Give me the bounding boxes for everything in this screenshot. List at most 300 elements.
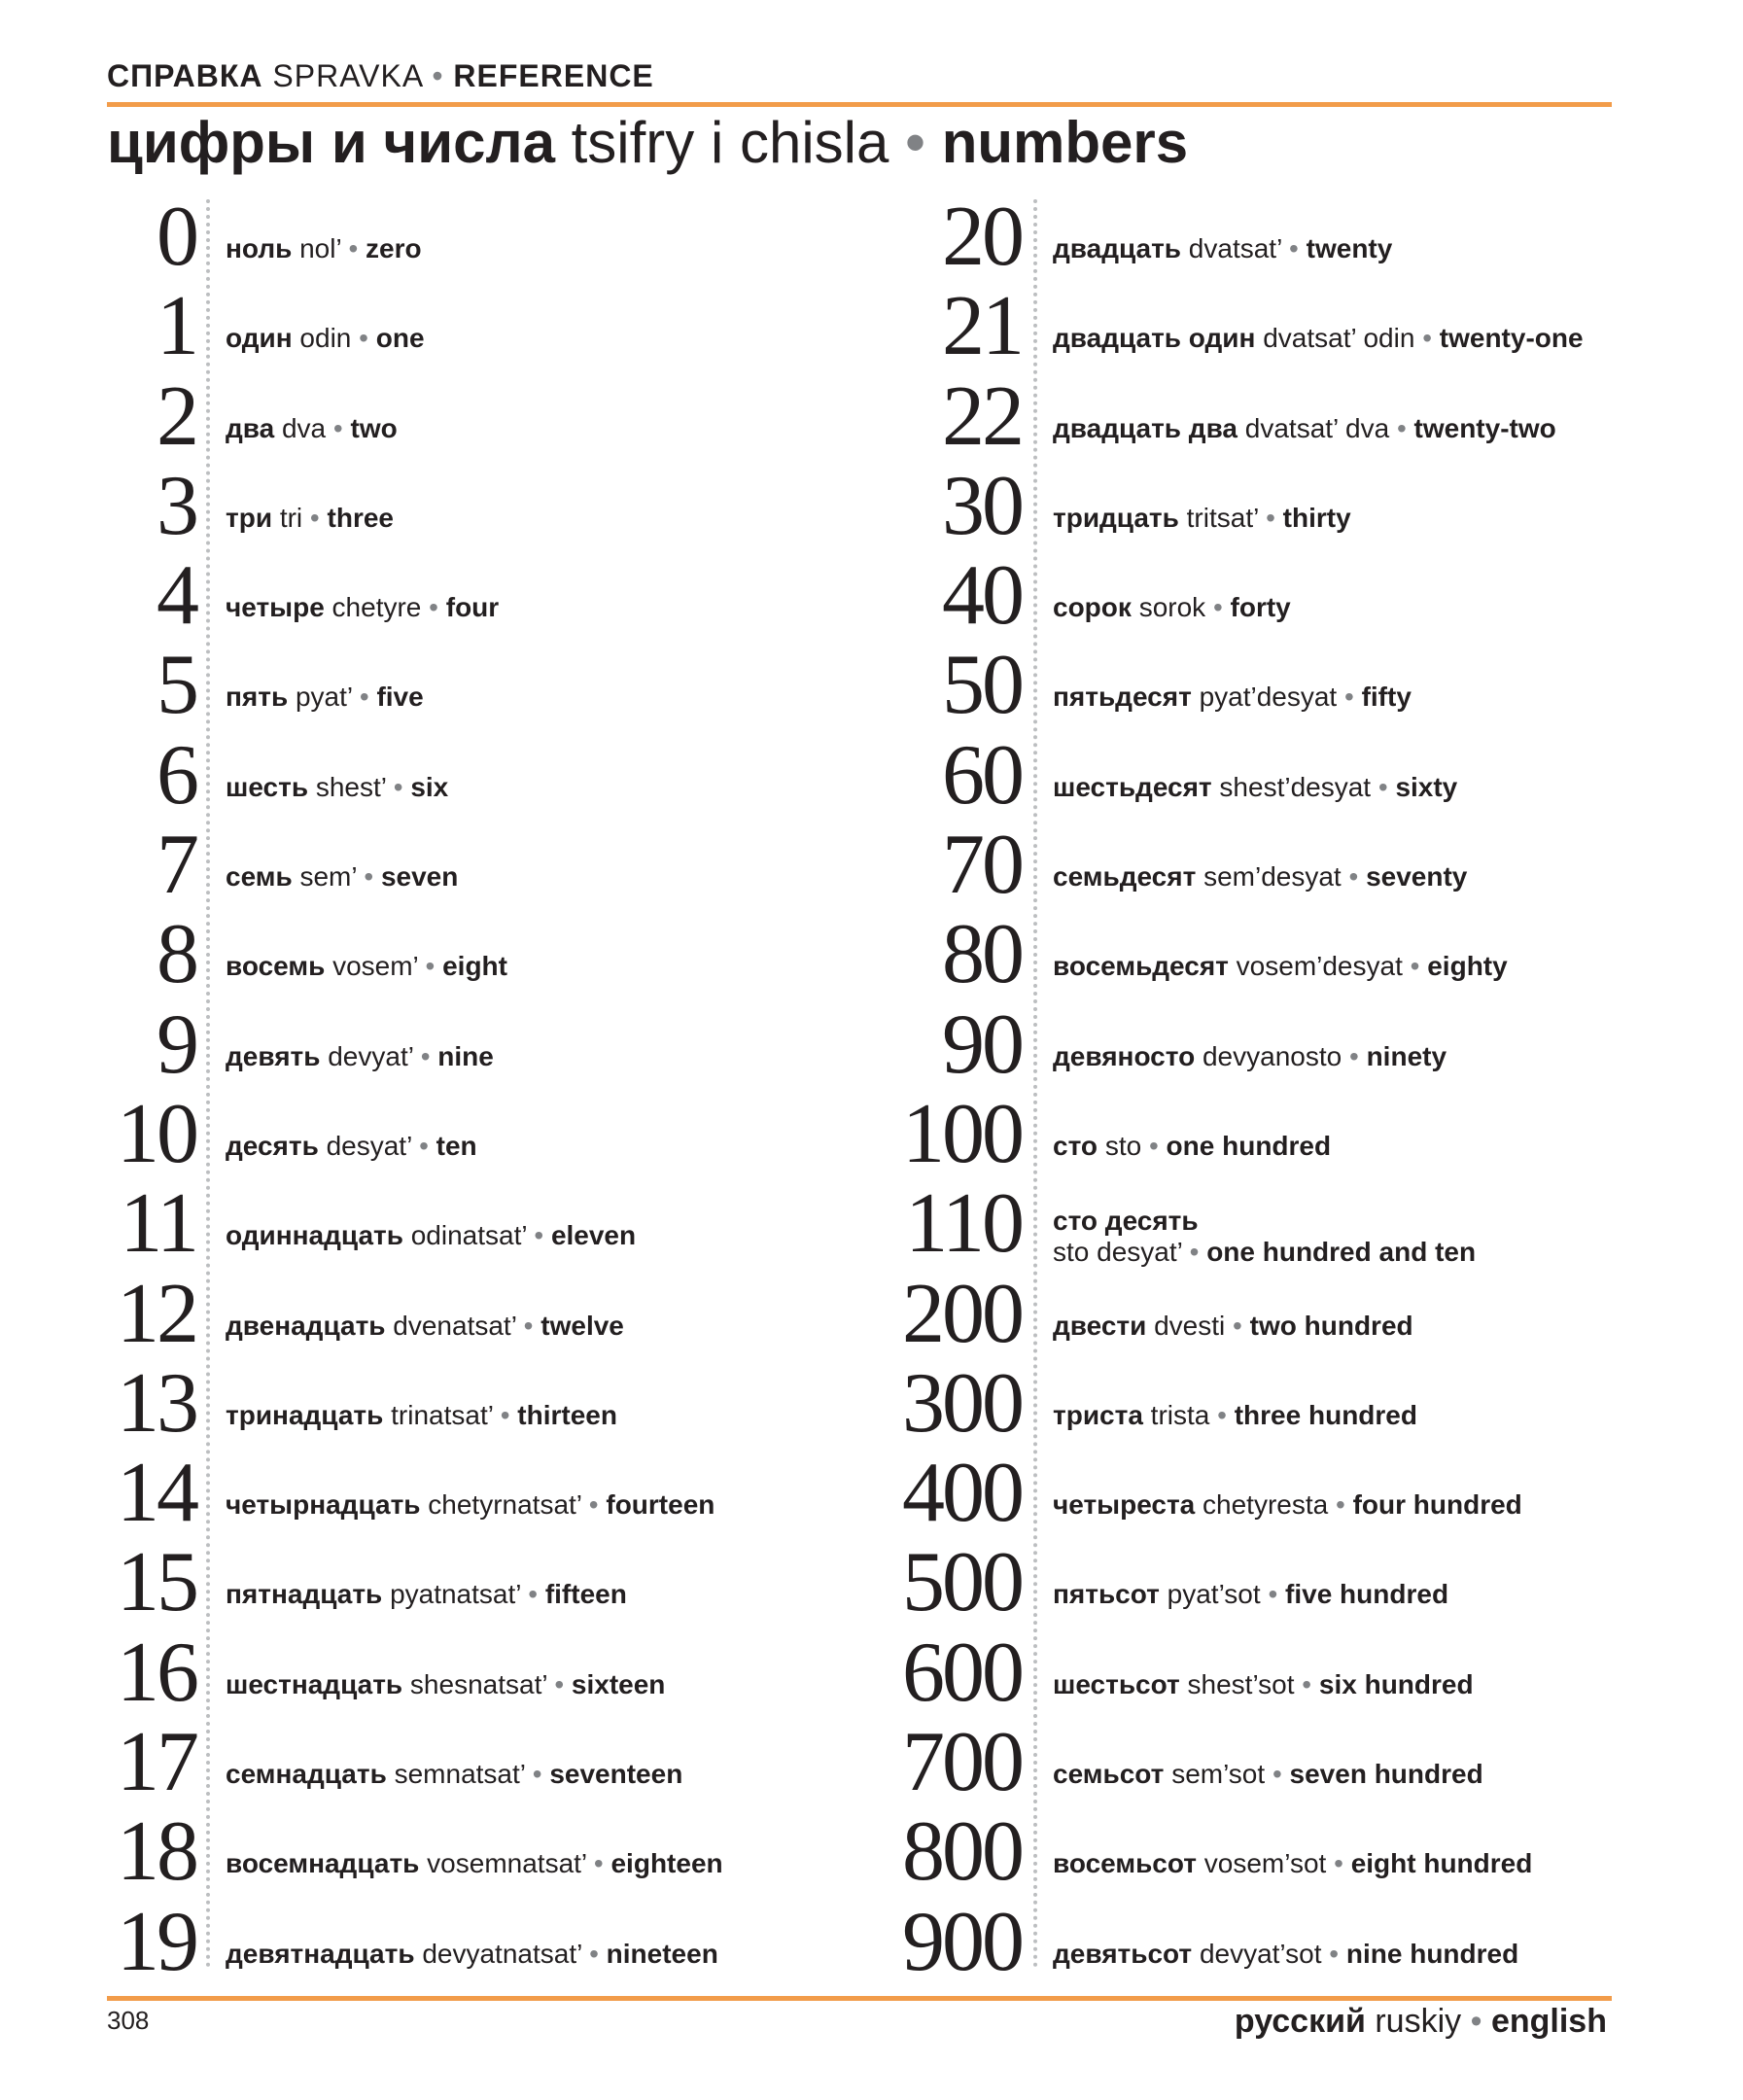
bullet: • [1335, 1489, 1345, 1521]
english-word: sixteen [571, 1668, 666, 1699]
number-words [226, 1579, 627, 1610]
transliteration: vosem’sot [1203, 1848, 1327, 1879]
numeral: 110 [905, 1176, 1022, 1272]
transliteration: sorok [1138, 592, 1206, 623]
transliteration: tri [279, 502, 303, 533]
bullet: • [1422, 323, 1432, 354]
footer-language-en: english [1490, 2003, 1607, 2040]
number-entry [855, 1625, 1633, 1720]
russian-word: семьсот [1053, 1759, 1165, 1790]
bullet: • [348, 233, 359, 263]
number-entry [855, 1355, 1633, 1451]
russian-word: семнадцать [226, 1759, 387, 1790]
numeral: 8 [157, 907, 196, 1002]
numeral: 300 [902, 1355, 1022, 1451]
russian-word: шесть [226, 771, 309, 802]
number-entry [97, 1266, 855, 1361]
transliteration: chetyrnatsat’ [428, 1489, 581, 1521]
russian-word: шестнадцать [226, 1668, 403, 1699]
bullet: • [359, 682, 369, 713]
numeral: 19 [117, 1894, 196, 1989]
page-number: 308 [107, 2006, 150, 2035]
bullet: • [532, 1759, 542, 1790]
number-words [226, 1489, 715, 1521]
numeral: 400 [902, 1446, 1022, 1541]
russian-word: сто десять [1053, 1206, 1199, 1237]
numeral: 2 [157, 368, 196, 464]
english-word: fifty [1361, 682, 1412, 713]
russian-word: двенадцать [226, 1310, 386, 1341]
numeral: 13 [117, 1355, 196, 1451]
section-header-ru: СПРАВКА [107, 58, 263, 93]
section-header-translit: SPRAVKA [272, 58, 423, 93]
number-words [226, 682, 424, 713]
russian-word: девять [226, 1040, 321, 1071]
bullet: • [905, 110, 926, 175]
english-word: fifteen [544, 1579, 627, 1610]
transliteration: dvatsat’ dva [1244, 412, 1390, 443]
english-word: twenty-two [1413, 412, 1556, 443]
english-word: twelve [540, 1310, 624, 1341]
bullet: • [589, 1938, 599, 1969]
number-words [226, 951, 507, 982]
russian-word: один [226, 323, 293, 354]
russian-word: девятьсот [1053, 1938, 1193, 1969]
number-entry [855, 1176, 1633, 1272]
footer-language-translit: ruskiy [1375, 2003, 1462, 2040]
number-entry [97, 818, 855, 913]
russian-word: два [226, 412, 275, 443]
russian-word: семь [226, 861, 293, 892]
bullet: • [1148, 1130, 1159, 1161]
english-word: two hundred [1249, 1310, 1413, 1341]
english-word: nine [437, 1040, 494, 1071]
number-entry [97, 727, 855, 822]
number-entry [855, 1086, 1633, 1181]
transliteration: dvesti [1154, 1310, 1226, 1341]
number-entry [97, 190, 855, 284]
number-entry [855, 997, 1633, 1092]
russian-word: двадцать один [1053, 323, 1256, 354]
number-entry [855, 1894, 1633, 1989]
numeral: 4 [157, 548, 196, 644]
numeral: 17 [117, 1715, 196, 1810]
russian-word: пять [226, 682, 289, 713]
russian-word: девятнадцать [226, 1938, 415, 1969]
numeral: 60 [942, 727, 1022, 822]
russian-word: четырнадцать [226, 1489, 421, 1521]
bullet: • [359, 323, 368, 354]
bullet: • [528, 1579, 539, 1610]
numeral: 50 [942, 638, 1022, 733]
transliteration: shesnatsat’ [409, 1668, 547, 1699]
footer-language [1235, 2003, 1607, 2041]
transliteration: sto [1104, 1130, 1142, 1161]
english-word: fourteen [606, 1489, 715, 1521]
english-word: three [327, 502, 394, 533]
bullet: • [1348, 1040, 1359, 1071]
bullet: • [1377, 771, 1388, 802]
number-entry [97, 997, 855, 1092]
english-word: four hundred [1352, 1489, 1522, 1521]
number-words [1053, 682, 1412, 713]
transliteration: vosemnatsat’ [427, 1848, 587, 1879]
page-title-ru: цифры и числа [107, 110, 555, 175]
english-word: eighty [1427, 951, 1508, 982]
russian-word: пятьсот [1053, 1579, 1160, 1610]
english-word: six [410, 771, 449, 802]
number-words [226, 861, 458, 892]
numeral: 800 [902, 1804, 1022, 1900]
english-word: seven [380, 861, 459, 892]
english-word: six hundred [1318, 1668, 1474, 1699]
russian-word: четыреста [1053, 1489, 1196, 1521]
number-entry [855, 727, 1633, 822]
number-words [226, 1220, 636, 1251]
number-entry [97, 279, 855, 374]
number-words [1053, 1759, 1483, 1790]
english-word: eight hundred [1350, 1848, 1533, 1879]
english-word: seventy [1366, 861, 1468, 892]
numeral: 21 [942, 279, 1022, 374]
bullet: • [425, 951, 436, 982]
number-entry [855, 279, 1633, 374]
number-entry [97, 368, 855, 464]
numeral: 90 [942, 997, 1022, 1092]
number-words [226, 233, 422, 264]
russian-word: ноль [226, 233, 293, 263]
numeral: 14 [117, 1446, 196, 1541]
transliteration: pyat’desyat [1199, 682, 1338, 713]
english-word: two [350, 412, 398, 443]
number-words [1053, 592, 1291, 623]
numeral: 100 [902, 1086, 1022, 1181]
number-words [1053, 1311, 1413, 1342]
transliteration: devyatnatsat’ [422, 1938, 582, 1969]
english-word: zero [366, 233, 422, 263]
number-words [226, 1131, 477, 1162]
number-words [1053, 1939, 1518, 1970]
numeral: 9 [157, 997, 196, 1092]
bullet: • [1343, 682, 1354, 713]
number-entry [855, 1715, 1633, 1810]
number-entry [97, 548, 855, 644]
numeral: 12 [117, 1266, 196, 1361]
russian-word: пятьдесят [1053, 682, 1192, 713]
number-words [1053, 1669, 1474, 1700]
russian-word: тринадцать [226, 1399, 384, 1430]
transliteration: odin [299, 323, 352, 354]
number-words [1053, 1489, 1522, 1521]
russian-word: пятнадцать [226, 1579, 383, 1610]
transliteration: semnatsat’ [394, 1759, 525, 1790]
number-words [1053, 861, 1467, 892]
numeral: 600 [902, 1625, 1022, 1720]
numeral: 500 [902, 1535, 1022, 1630]
number-entry [97, 1086, 855, 1181]
russian-word: семьдесят [1053, 861, 1197, 892]
numeral: 5 [157, 638, 196, 733]
english-word: twenty-one [1439, 323, 1584, 354]
numeral: 40 [942, 548, 1022, 644]
bullet: • [593, 1848, 604, 1879]
english-word: five hundred [1285, 1579, 1449, 1610]
english-word: five [376, 682, 424, 713]
number-entry [97, 1715, 855, 1810]
transliteration: shest’sot [1187, 1668, 1295, 1699]
bullet: • [1470, 2003, 1482, 2040]
number-words [1053, 1131, 1331, 1162]
number-words [226, 413, 398, 444]
bullet: • [1410, 951, 1420, 982]
russian-word: шестьдесят [1053, 771, 1212, 802]
english-word: four [445, 592, 500, 623]
numbers-column-right [855, 190, 1633, 1989]
number-entry [855, 548, 1633, 644]
transliteration: devyanosto [1202, 1040, 1342, 1071]
english-word: one [375, 323, 425, 354]
footer-language-ru: русский [1234, 2003, 1366, 2040]
transliteration: trista [1150, 1399, 1210, 1430]
number-words [226, 1848, 723, 1879]
english-word: nine hundred [1345, 1938, 1519, 1969]
transliteration: dvenatsat’ [393, 1310, 516, 1341]
number-entry [97, 638, 855, 733]
transliteration: chetyre [331, 592, 422, 623]
number-words [1053, 503, 1351, 534]
numeral: 70 [942, 818, 1022, 913]
number-words [1053, 1579, 1448, 1610]
number-words [226, 1041, 494, 1072]
numeral: 20 [942, 190, 1022, 284]
english-word: one hundred [1166, 1130, 1332, 1161]
number-entry [855, 1266, 1633, 1361]
number-words [226, 503, 394, 534]
bullet: • [1396, 412, 1407, 443]
number-entry [855, 907, 1633, 1002]
number-entry [97, 1176, 855, 1272]
transliteration: shest’desyat [1219, 771, 1372, 802]
bullet: • [309, 502, 320, 533]
bullet: • [534, 1220, 544, 1251]
number-words [1053, 323, 1584, 354]
number-entry [97, 1446, 855, 1541]
transliteration: devyat’sot [1199, 1938, 1322, 1969]
bullet: • [588, 1489, 599, 1521]
transliteration: sem’desyat [1203, 861, 1342, 892]
numbers-column-left [97, 190, 855, 1989]
english-word: seven hundred [1289, 1759, 1483, 1790]
numeral: 10 [117, 1086, 196, 1181]
russian-word: двадцать два [1053, 412, 1238, 443]
top-rule [107, 102, 1612, 107]
bullet: • [432, 58, 444, 93]
numeral: 6 [157, 727, 196, 822]
numeral: 30 [942, 458, 1022, 553]
bullet: • [364, 861, 374, 892]
number-words [226, 323, 425, 354]
number-entry [855, 638, 1633, 733]
russian-word: двадцать [1053, 233, 1182, 263]
transliteration: nol’ [299, 233, 341, 263]
bullet: • [393, 771, 403, 802]
transliteration: sto desyat’ [1053, 1237, 1182, 1268]
number-words [1053, 1041, 1447, 1072]
transliteration: sem’ [299, 861, 357, 892]
english-word: ten [436, 1130, 477, 1161]
number-entry [97, 1535, 855, 1630]
number-entry [855, 190, 1633, 284]
transliteration: dva [281, 412, 327, 443]
russian-word: двести [1053, 1310, 1147, 1341]
numeral: 18 [117, 1804, 196, 1900]
numeral: 900 [902, 1894, 1022, 1989]
bullet: • [1189, 1237, 1200, 1268]
number-words [1053, 1848, 1532, 1879]
page-title-translit: tsifry i chisla [571, 110, 889, 175]
number-words [1053, 233, 1392, 264]
transliteration: trinatsat’ [391, 1399, 493, 1430]
number-words [226, 1311, 624, 1342]
transliteration: pyatnatsat’ [390, 1579, 521, 1610]
english-word: one hundred and ten [1206, 1237, 1477, 1268]
english-word: eight [442, 951, 507, 982]
numeral: 7 [157, 818, 196, 913]
russian-word: восемь [226, 951, 326, 982]
transliteration: tritsat’ [1186, 502, 1259, 533]
transliteration: pyat’ [295, 682, 353, 713]
russian-word: четыре [226, 592, 325, 623]
number-entry [855, 1804, 1633, 1900]
number-entry [97, 1894, 855, 1989]
number-entry [855, 1446, 1633, 1541]
transliteration: pyat’sot [1167, 1579, 1261, 1610]
russian-word: сто [1053, 1130, 1098, 1161]
russian-word: тридцать [1053, 502, 1179, 533]
russian-word: восемьсот [1053, 1848, 1197, 1879]
numeral: 11 [120, 1176, 196, 1272]
bullet: • [1268, 1579, 1278, 1610]
numeral: 16 [117, 1625, 196, 1720]
transliteration: vosem’ [332, 951, 418, 982]
page-title-en: numbers [941, 110, 1189, 175]
number-entry [97, 458, 855, 553]
number-entry [97, 1355, 855, 1451]
number-words [226, 1939, 718, 1970]
transliteration: devyat’ [328, 1040, 413, 1071]
bullet: • [1334, 1848, 1343, 1879]
number-words [226, 1759, 682, 1790]
bullet: • [1272, 1759, 1282, 1790]
number-words [226, 1400, 617, 1431]
transliteration: desyat’ [326, 1130, 412, 1161]
number-words [1053, 1400, 1417, 1431]
transliteration: chetyresta [1203, 1489, 1329, 1521]
english-word: thirteen [517, 1399, 617, 1430]
russian-word: сорок [1053, 592, 1132, 623]
russian-word: три [226, 502, 273, 533]
section-header [107, 58, 654, 94]
numeral: 15 [117, 1535, 196, 1630]
number-entry [97, 1804, 855, 1900]
russian-word: десять [226, 1130, 319, 1161]
transliteration: shest’ [315, 771, 386, 802]
bottom-rule [107, 1996, 1612, 2001]
numeral: 1 [157, 279, 196, 374]
transliteration: vosem’desyat [1236, 951, 1403, 982]
bullet: • [419, 1130, 429, 1161]
russian-word: девяносто [1053, 1040, 1196, 1071]
english-word: forty [1230, 592, 1291, 623]
numeral: 3 [157, 458, 196, 553]
number-words [226, 772, 448, 803]
bullet: • [554, 1668, 565, 1699]
russian-word: восемнадцать [226, 1848, 420, 1879]
transliteration: dvatsat’ [1188, 233, 1282, 263]
russian-word: триста [1053, 1399, 1143, 1430]
bullet: • [500, 1399, 510, 1430]
english-word: twenty [1306, 233, 1393, 263]
transliteration: odinatsat’ [410, 1220, 527, 1251]
numeral: 80 [942, 907, 1022, 1002]
number-entry [97, 907, 855, 1002]
russian-word: шестьсот [1053, 1668, 1180, 1699]
bullet: • [429, 592, 438, 623]
bullet: • [420, 1040, 431, 1071]
section-header-en: REFERENCE [453, 58, 654, 93]
transliteration: dvatsat’ odin [1263, 323, 1415, 354]
number-entry [97, 1625, 855, 1720]
page-title [107, 109, 1188, 176]
bullet: • [1217, 1399, 1227, 1430]
bullet: • [1302, 1668, 1312, 1699]
english-word: nineteen [606, 1938, 718, 1969]
russian-word: восемьдесят [1053, 951, 1229, 982]
bullet: • [1266, 502, 1275, 533]
number-entry [855, 1535, 1633, 1630]
number-entry [855, 458, 1633, 553]
number-entry [855, 818, 1633, 913]
number-words [1053, 772, 1457, 803]
bullet: • [1212, 592, 1223, 623]
english-word: eleven [550, 1220, 637, 1251]
english-word: thirty [1282, 502, 1351, 533]
bullet: • [1233, 1310, 1242, 1341]
russian-word: одиннадцать [226, 1220, 403, 1251]
english-word: sixty [1395, 771, 1458, 802]
number-entry [855, 368, 1633, 464]
bullet: • [1329, 1938, 1340, 1969]
english-word: three hundred [1234, 1399, 1417, 1430]
numeral: 200 [902, 1266, 1022, 1361]
bullet: • [1289, 233, 1299, 263]
number-words [1053, 951, 1508, 982]
english-word: eighteen [610, 1848, 723, 1879]
number-words [1053, 1206, 1476, 1268]
transliteration: sem’sot [1171, 1759, 1266, 1790]
english-word: seventeen [549, 1759, 683, 1790]
number-words [226, 592, 499, 623]
numeral: 700 [902, 1715, 1022, 1810]
bullet: • [523, 1310, 534, 1341]
bullet: • [1348, 861, 1359, 892]
bullet: • [332, 412, 343, 443]
numeral: 0 [157, 190, 196, 284]
english-word: ninety [1366, 1040, 1447, 1071]
number-words [226, 1669, 665, 1700]
numeral: 22 [942, 368, 1022, 464]
number-words [1053, 413, 1556, 444]
